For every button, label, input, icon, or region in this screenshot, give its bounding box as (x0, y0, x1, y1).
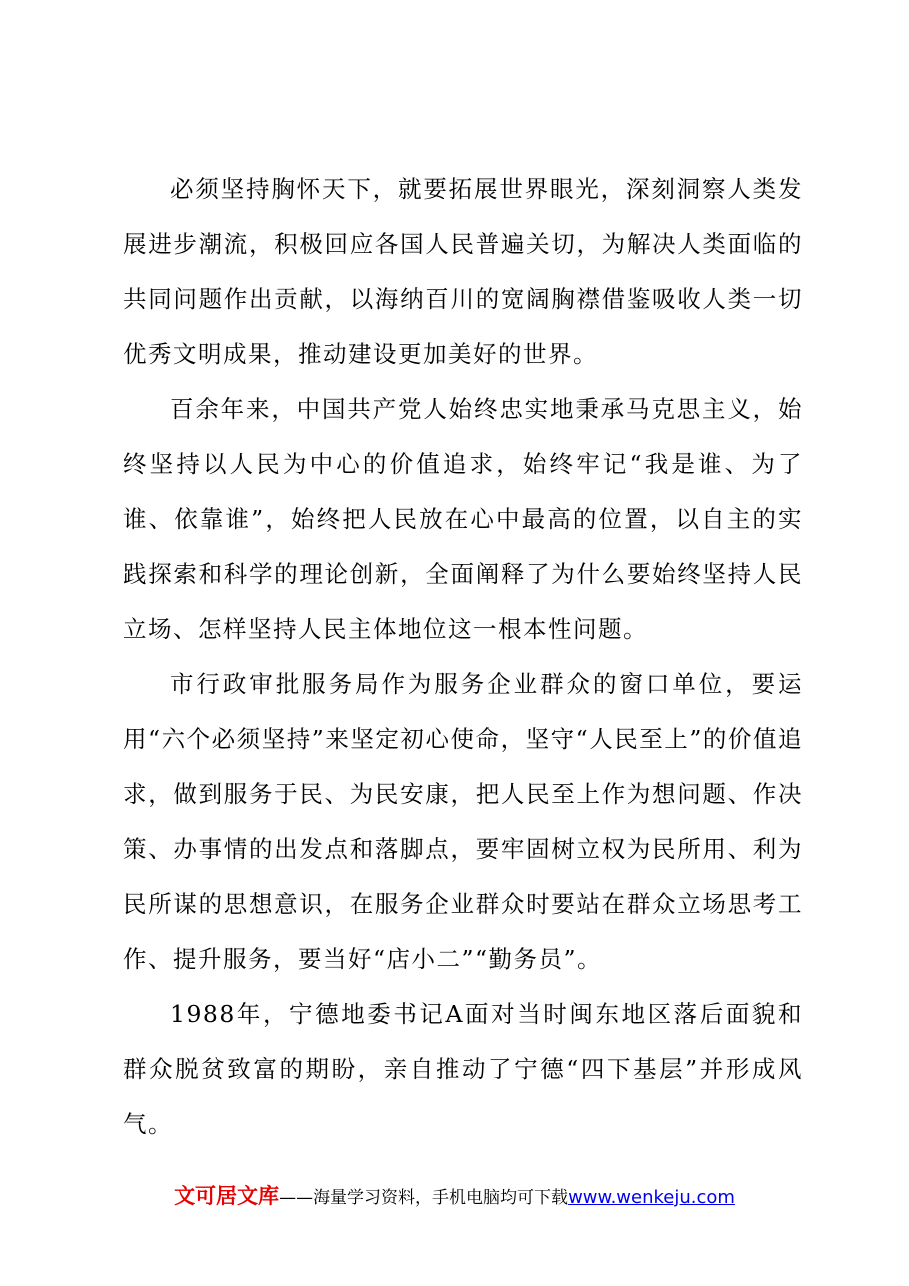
page-footer (0, 1180, 909, 1210)
paragraph-1: 必须坚持胸怀天下，就要拓展世界眼光，深刻洞察人类发展进步潮流，积极回应各国人民普遍关切，为解决人类面临的共同问题作出贡献，以海纳百川的宽阔胸襟借鉴吸收人类一切优秀文明成果，推动建设更加美好的世界。 (123, 175, 803, 368)
footer-slogan: ——海量学习资料，手机电脑均可下载 (279, 1188, 569, 1208)
paragraph-3: 市行政审批服务局作为服务企业群众的窗口单位，要运用“六个必须坚持”来坚定初心使命，坚守“人民至上”的价值追求，做到服务于民、为民安康，把人民至上作为想问题、作决策、办事情的出发点和落脚点，要牢固树立权为民所用、利为民所谋的思想意识，在服务企业群众时要站在群众立场思考工作、提升服务，要当好“店小二”“勤务员”。 (123, 670, 803, 973)
footer-brand: 文可居文库 (174, 1184, 280, 1208)
paragraph-2: 百余年来，中国共产党人始终忠实地秉承马克思主义，始终坚持以人民为中心的价值追求，始终牢记“我是谁、为了谁、依靠谁”，始终把人民放在心中最高的位置，以自主的实践探索和科学的理论创新，全面阐释了为什么要始终坚持人民立场、怎样坚持人民主体地位这一根本性问题。 (123, 395, 803, 643)
footer-website-link[interactable]: www.wenkeju.com (568, 1187, 735, 1208)
paragraph-4: 1988年，宁德地委书记A面对当时闽东地区落后面貌和群众脱贫致富的期盼，亲自推动了宁德“四下基层”并形成风气。 (123, 1000, 803, 1138)
document-body (123, 162, 803, 1152)
